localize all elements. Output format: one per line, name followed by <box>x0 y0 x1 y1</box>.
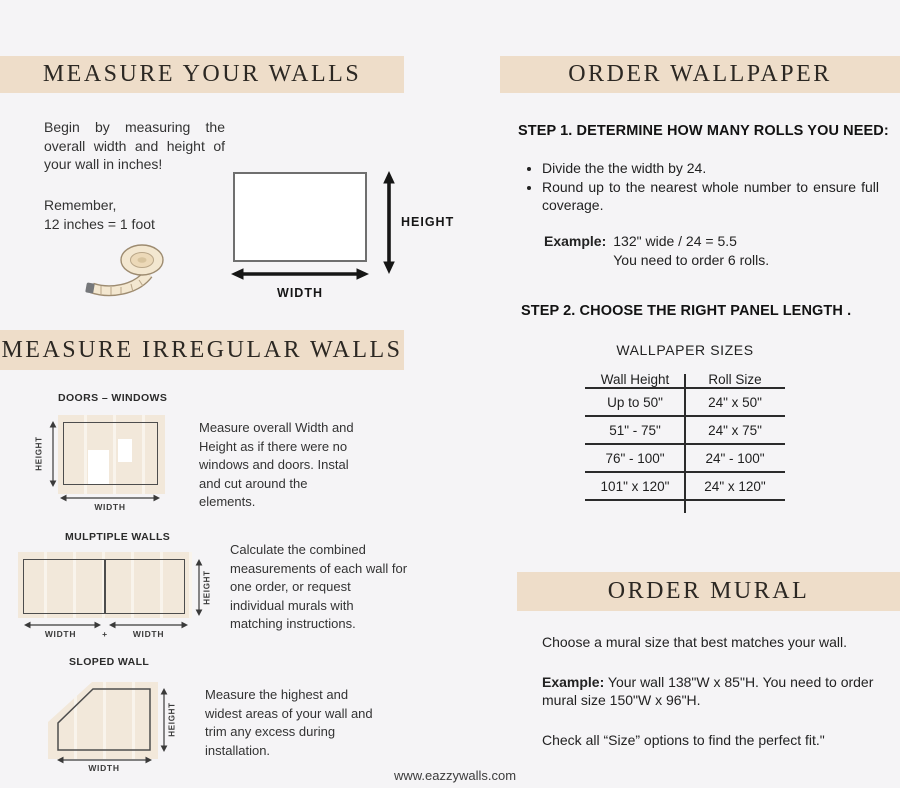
example-lines <box>613 232 769 269</box>
irregular-walls-title: MEASURE IRREGULAR WALLS <box>1 336 403 363</box>
cell-roll-size: 24" x 50" <box>708 394 762 410</box>
order-mural-text <box>542 633 884 770</box>
doors-height-arrow <box>48 421 58 487</box>
remember-note <box>44 196 225 233</box>
table-column-divider <box>684 374 686 513</box>
height-label: HEIGHT <box>401 215 455 229</box>
order-mural-header-band <box>517 572 900 611</box>
wallpaper-sizes-table <box>585 372 785 501</box>
bullet-item: • Round up to the nearest whole number to ensure full coverage. <box>542 178 879 215</box>
window-cutout <box>118 439 132 462</box>
wall-diagram <box>233 172 367 262</box>
measure-walls-header-band <box>0 56 404 93</box>
doors-windows-label: DOORS – WINDOWS <box>58 392 168 404</box>
doors-windows-text: Measure overall Width and Height as if there were no windows and doors. Instal and cut around the elements. <box>199 420 354 509</box>
mural-paragraph-1: Choose a mural size that best matches your wall. <box>542 634 848 650</box>
col-header-wall-height: Wall Height <box>600 372 670 387</box>
mural-paragraph-3: Check all “Size” options to find the perfect fit." <box>542 731 825 748</box>
col-header-roll-size: Roll Size <box>708 372 762 387</box>
height-arrow <box>381 171 397 274</box>
cell-wall-height: 101" x 120" <box>600 478 670 494</box>
example-label: Example: <box>544 233 607 249</box>
bullet-item: • Divide the the width by 24. <box>542 159 879 178</box>
cell-roll-size: 24" x 120" <box>704 478 766 494</box>
order-wallpaper-title: ORDER WALLPAPER <box>568 61 832 87</box>
cell-wall-height: 51" - 75" <box>609 422 661 438</box>
multiple-width-label-right: WIDTH <box>132 629 165 639</box>
step1-heading: STEP 1. DETERMINE HOW MANY ROLLS YOU NEED: <box>518 123 889 139</box>
example-line2: You need to order 6 rolls. <box>613 251 770 268</box>
irregular-walls-header-band <box>0 330 404 370</box>
wallpaper-sizes-title: WALLPAPER SIZES <box>616 342 754 358</box>
wall-divider <box>104 560 106 613</box>
remember-line2: 12 inches = 1 foot <box>44 215 155 232</box>
step1-bullet-list <box>527 159 879 215</box>
tape-measure-icon <box>84 236 174 298</box>
width-label: WIDTH <box>277 286 323 300</box>
order-mural-title: ORDER MURAL <box>607 578 810 604</box>
step1-example <box>544 232 769 269</box>
mural-paragraph-2 <box>542 673 884 710</box>
website-url: www.eazzywalls.com <box>393 768 517 783</box>
sloped-wall-label: SLOPED WALL <box>69 656 150 668</box>
multiple-width-label-left: WIDTH <box>44 629 77 639</box>
cell-roll-size: 24" x 75" <box>708 422 762 438</box>
multiple-walls-label: MULPTIPLE WALLS <box>65 531 171 543</box>
doors-windows-wall-outline <box>63 422 158 485</box>
doors-height-label: HEIGHT <box>34 436 44 471</box>
multiple-walls-outline <box>23 559 185 614</box>
mural-example-label: Example: <box>542 673 605 690</box>
multiple-walls-text: Calculate the combined measurements of each wall for one order, or request individual murals with matching instructions. <box>230 542 408 631</box>
doors-width-label: WIDTH <box>94 502 126 512</box>
example-line1: 132" wide / 24 = 5.5 <box>613 233 737 249</box>
cell-wall-height: Up to 50" <box>607 394 663 410</box>
step2-heading: STEP 2. CHOOSE THE RIGHT PANEL LENGTH . <box>521 303 852 319</box>
multiple-height-label: HEIGHT <box>202 570 212 605</box>
width-arrow <box>231 266 369 282</box>
sloped-width-label: WIDTH <box>88 763 120 773</box>
measure-walls-title: MEASURE YOUR WALLS <box>42 61 362 87</box>
sloped-wall-outline <box>53 686 155 754</box>
remember-line1: Remember, <box>44 197 117 213</box>
order-wallpaper-header-band <box>500 56 900 93</box>
mural-example-text: Your wall 138"W x 85"H. You need to order mural size 150"W x 96"H. <box>542 673 874 708</box>
door-cutout <box>88 450 109 484</box>
plus-sign: + <box>102 629 108 639</box>
cell-wall-height: 76" - 100" <box>605 450 665 466</box>
sloped-wall-text: Measure the highest and widest areas of your wall and trim any excess during installation. <box>205 687 373 758</box>
sloped-height-label: HEIGHT <box>167 702 177 737</box>
measure-intro-text: Begin by measuring the overall width and height of your wall in inches! <box>44 119 225 172</box>
cell-roll-size: 24" - 100" <box>705 450 765 466</box>
